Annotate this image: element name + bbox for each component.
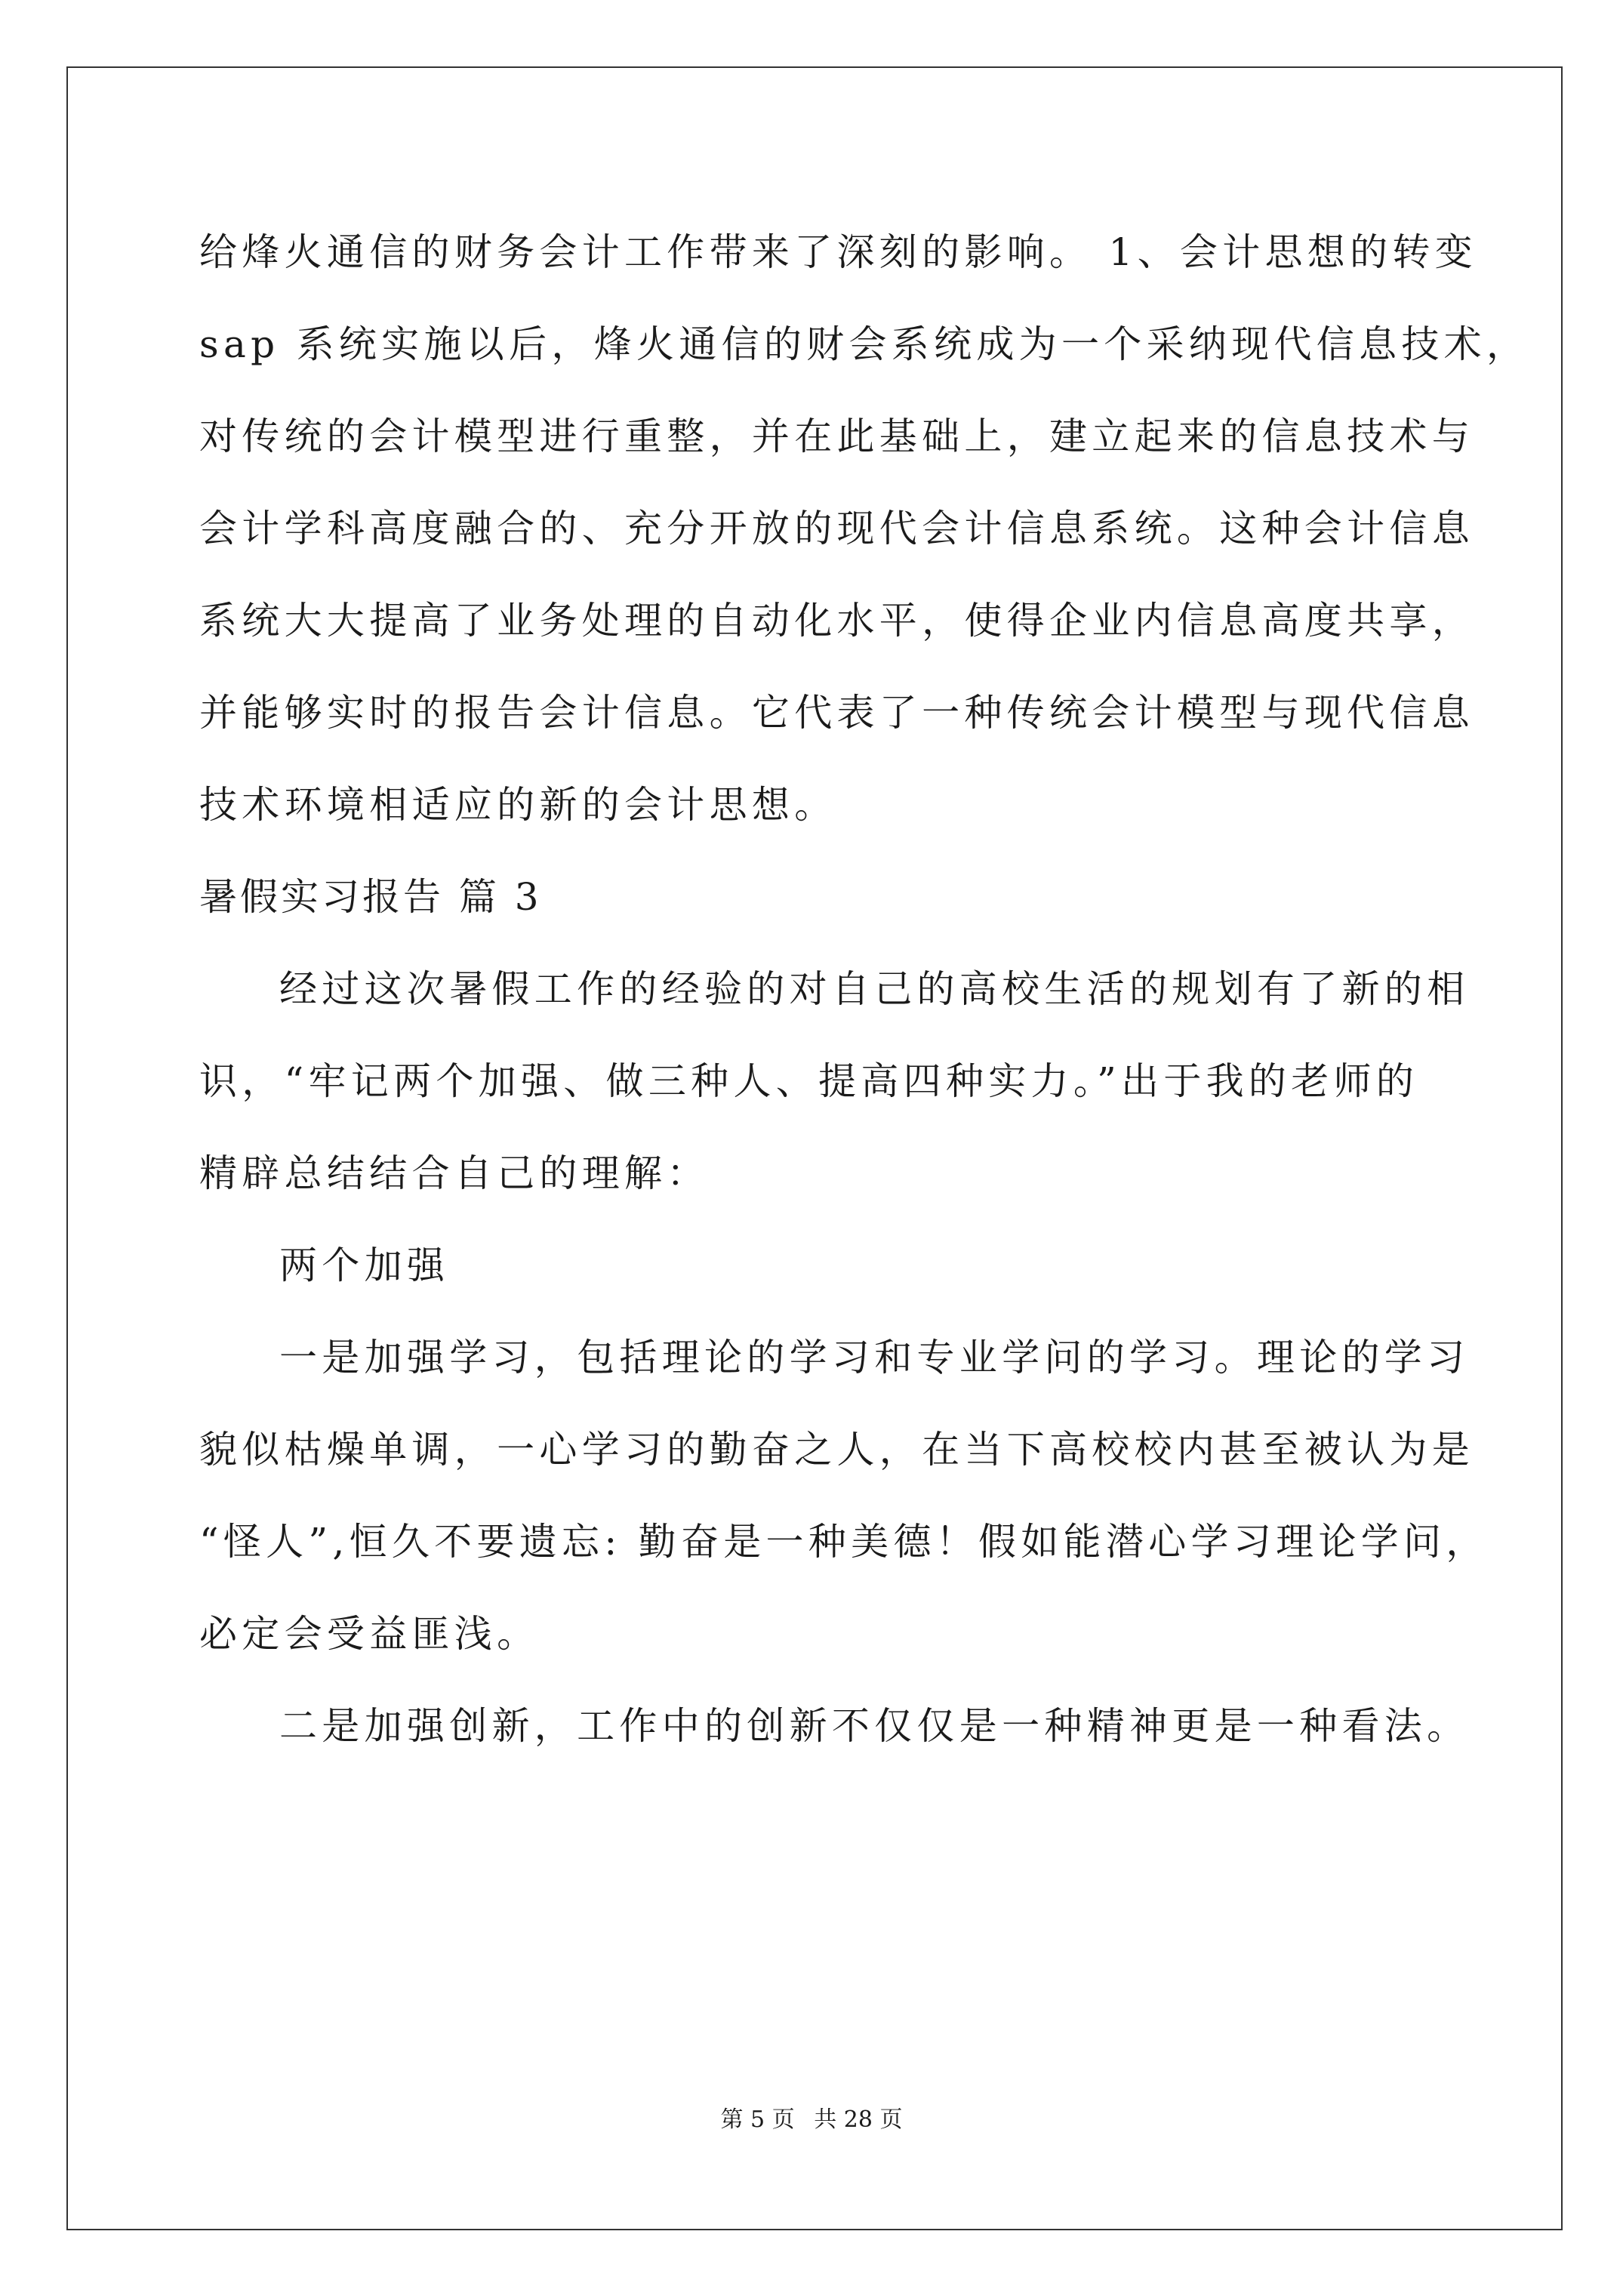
text-line: 貌似枯燥单调，一心学习的勤奋之人，在当下高校校内甚至被认为是 [199,1428,1474,1472]
text-line: 精辟总结结合自己的理解： [199,1151,710,1195]
text-line: 一是加强学习，包括理论的学习和专业学问的学习。理论的学习 [279,1336,1470,1379]
text-line: sap 系统实施以后，烽火通信的财会系统成为一个采纳现代信息技术， [199,322,1529,366]
text-line: “怪人”,恒久不要遗忘: 勤奋是一种美德！假如能潜心学习理论学问， [199,1520,1489,1564]
text-line: 对传统的会计模型进行重整，并在此基础上，建立起来的信息技术与 [199,415,1474,458]
page-number: 第 5 页 [720,2106,795,2133]
text-line: 识，“牢记两个加强、做三种人、提高四种实力。”出于我的老师的 [199,1059,1419,1103]
text-line: 系统大大提高了业务处理的自动化水平，使得企业内信息高度共享， [199,599,1474,643]
text-line: 经过这次暑假工作的经验的对自己的高校生活的规划有了新的相 [279,967,1470,1011]
text-line: 并能够实时的报告会计信息。它代表了一种传统会计模型与现代信息 [199,691,1474,735]
subheading: 两个加强 [279,1244,450,1287]
section-heading: 暑假实习报告 篇 3 [199,875,542,919]
page-total: 共 28 页 [814,2106,903,2133]
page-border [66,66,1563,2230]
text-line: 二是加强创新，工作中的创新不仅仅是一种精神更是一种看法。 [279,1704,1470,1748]
text-line: 会计学科高度融合的、充分开放的现代会计信息系统。这种会计信息 [199,507,1474,550]
page-footer [0,2105,1623,2135]
text-line: 必定会受益匪浅。 [199,1612,540,1656]
text-line: 给烽火通信的财务会计工作带来了深刻的影响。 1、会计思想的转变 [199,230,1478,274]
text-line: 技术环境相适应的新的会计思想。 [199,783,837,827]
